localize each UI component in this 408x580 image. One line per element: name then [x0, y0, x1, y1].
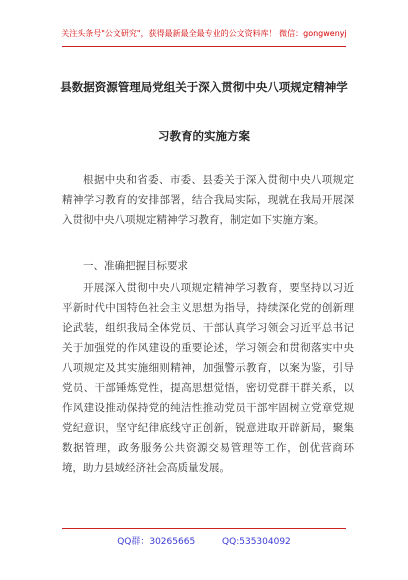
intro-paragraph: 根据中央和省委、市委、县委关于深入贯彻中央八项规定精神学习教育的安排部署，结合我局实际，现就在我局开展深入贯彻中央八项规定精神学习教育，制定如下实施方案。 — [62, 174, 354, 226]
page-header-banner: 关注头条号"公文研究"，获得最新最全最专业的公文资料库！ 微信：gongwenyj — [61, 29, 347, 38]
page-footer — [0, 534, 408, 547]
document-title-line2: 习教育的实施方案 — [158, 129, 250, 143]
header-divider — [62, 46, 346, 47]
document-title-line1: 县数据资源管理局党组关于深入贯彻中央八项规定精神学 — [60, 80, 348, 94]
footer-divider — [62, 528, 346, 529]
section-1-body: 开展深入贯彻中央八项规定精神学习教育，要坚持以习近平新时代中国特色社会主义思想为指导，持续深化党的创新理论武装，组织我局全体党员、干部认真学习领会习近平总书记关于加强党的作风建设的重要论述，学习领会和贯彻落实中央八项规定及其实施细则精神，加强警示教育，以案为鉴，引导党员、干部锤炼党性，提高思想觉悟，密切党群干群关系，以作风建设推动保持党的纯洁性推动党员干部牢固树立党章党规党纪意识，坚守纪律底线守正创新，锐意进取开辟新局，聚集数据管理，政务服务公共资源交易管理等工作，创优营商环境，助力县域经济社会高质量发展。 — [62, 282, 354, 474]
footer-qq-contact: QQ:535304092 — [222, 537, 291, 547]
footer-qq-group: QQ群：30265665 — [117, 537, 196, 547]
section-heading-1: 一、准确把握目标要求 — [83, 260, 188, 272]
